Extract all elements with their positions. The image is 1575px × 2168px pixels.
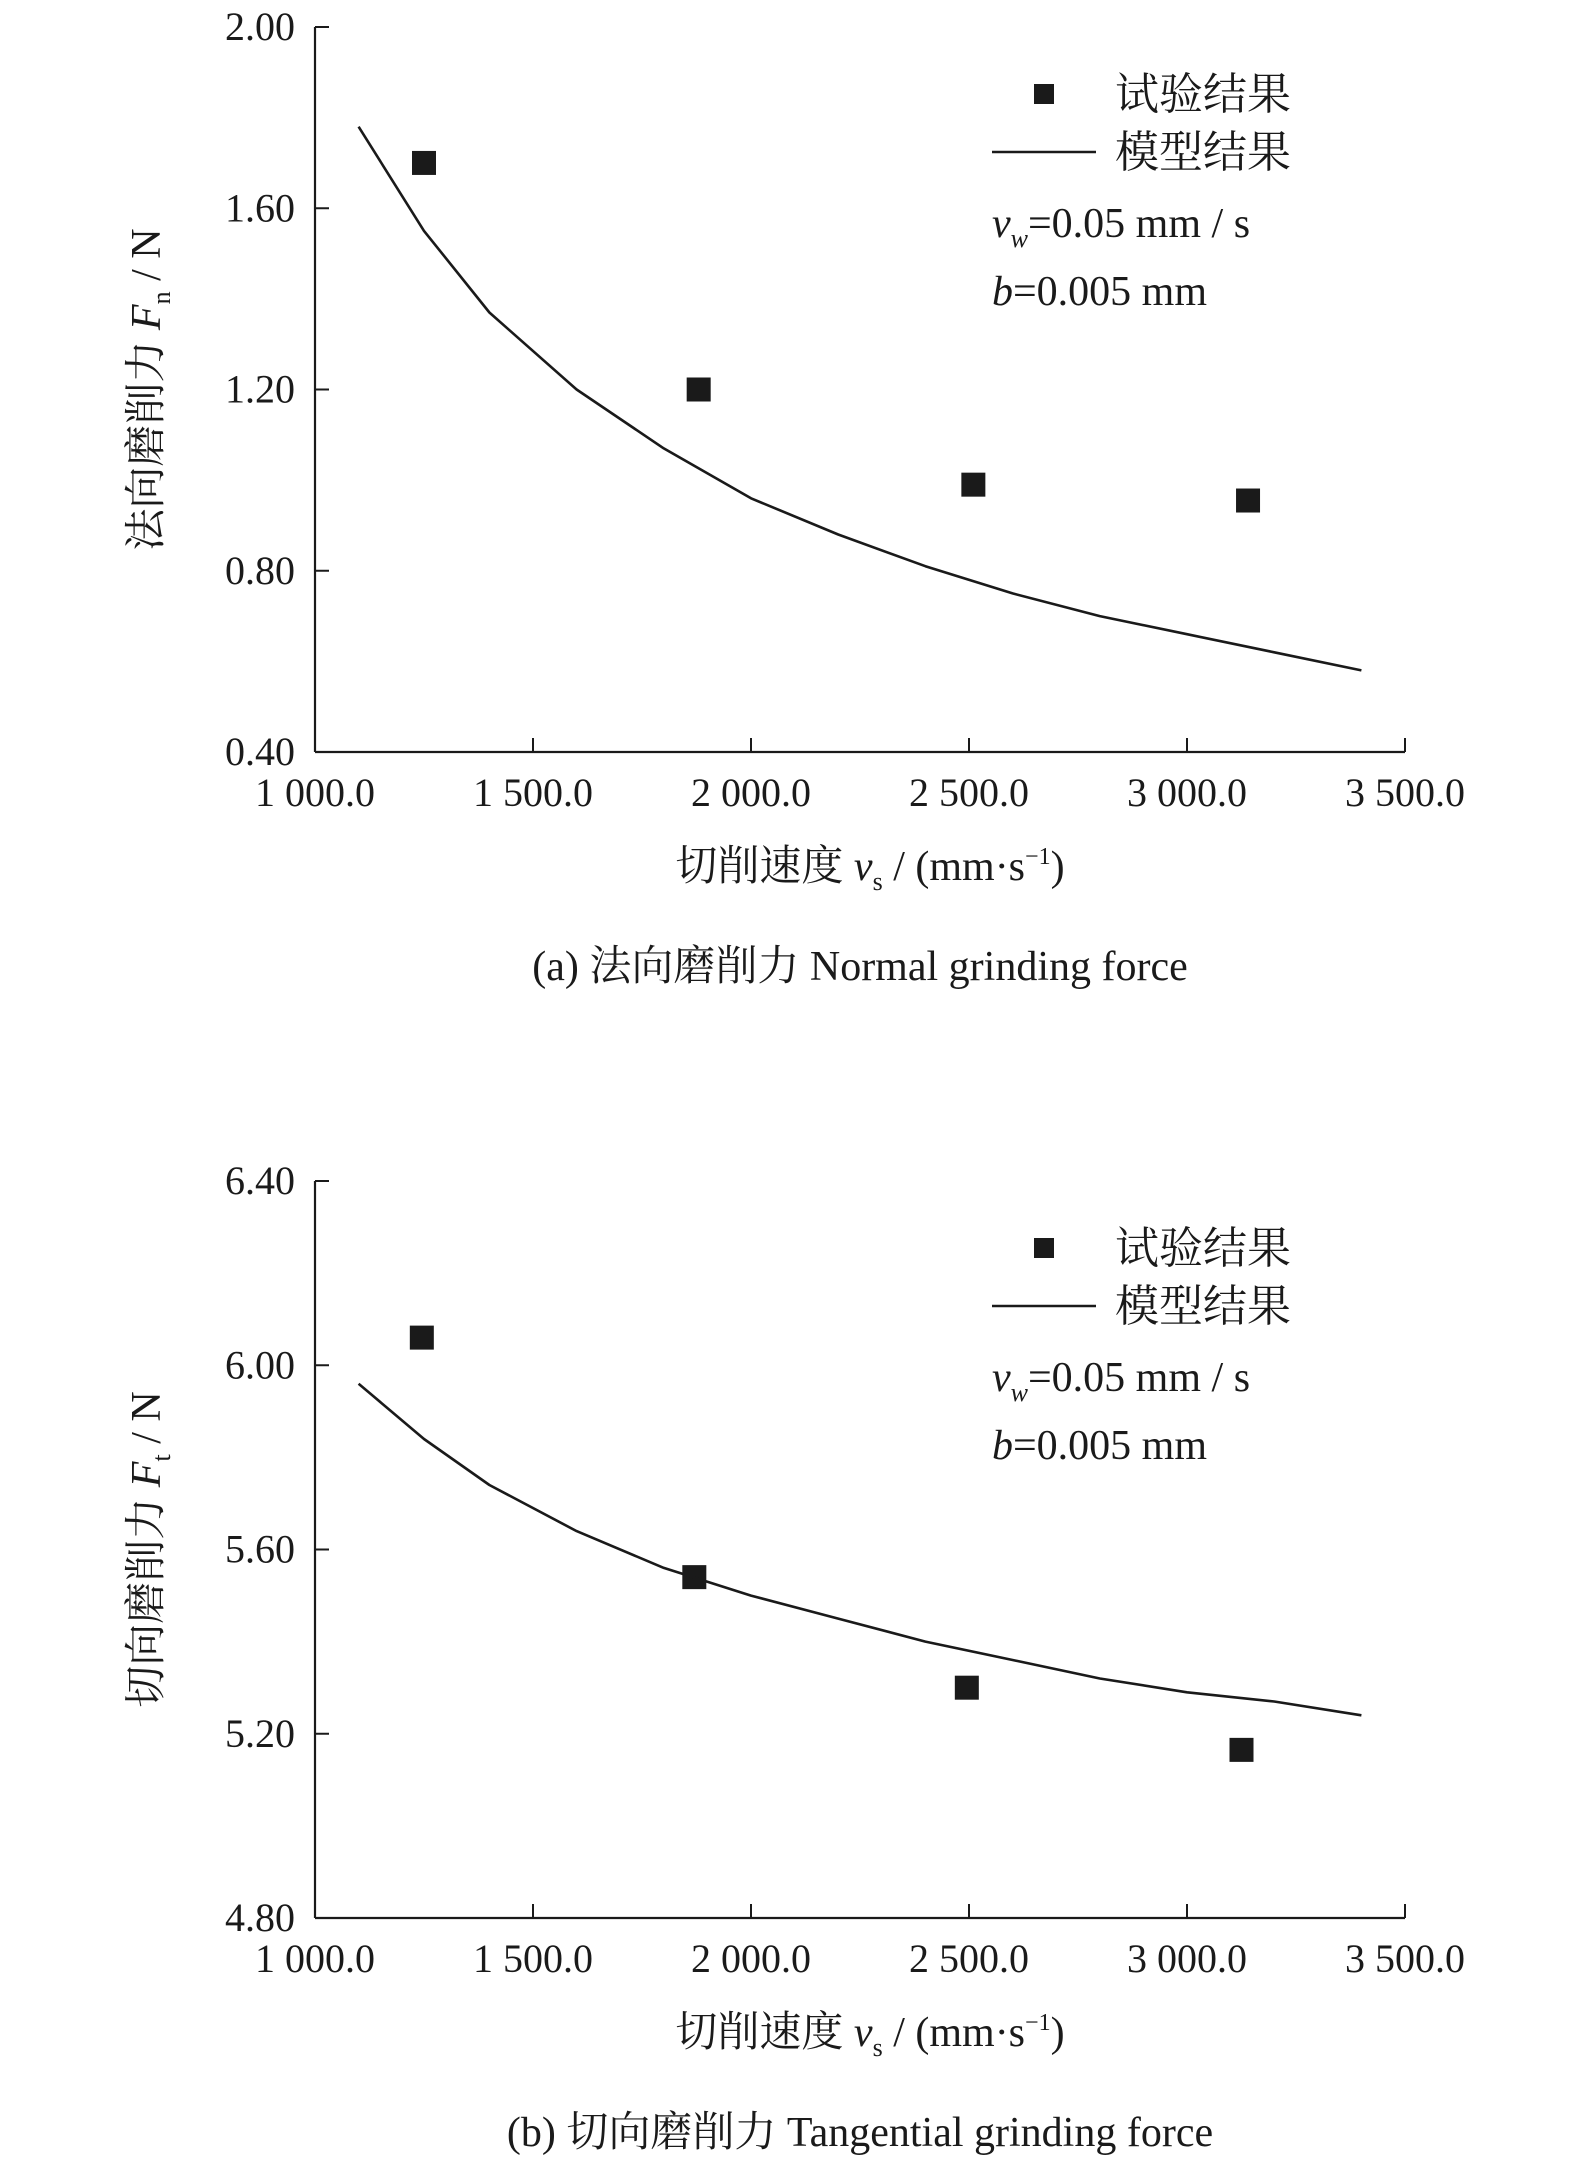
x-axis-label-text: 切削速度	[675, 844, 854, 890]
x-axis-label	[675, 2009, 1064, 2062]
x-axis-label-sub: s	[872, 2033, 883, 2062]
data-point-experiment	[1230, 1738, 1254, 1762]
x-axis-label-var: v	[853, 844, 873, 890]
y-tick-label: 1.60	[225, 185, 295, 231]
y-tick-label: 4.80	[225, 1895, 295, 1940]
y-tick-label: 6.40	[225, 1158, 295, 1203]
y-tick-label: 6.00	[225, 1342, 295, 1388]
x-tick-label: 1 000.0	[255, 770, 375, 815]
x-axis-label-text: 切削速度	[675, 2010, 854, 2056]
legend-label: 试验结果	[1115, 1224, 1291, 1273]
x-tick-label: 3 000.0	[1127, 1936, 1247, 1981]
chart-normal-force	[123, 4, 1465, 990]
legend-label: 模型结果	[1115, 1282, 1291, 1331]
annotation-parameter	[992, 1355, 1250, 1407]
y-tick-label: 1.20	[225, 366, 295, 412]
x-axis-label-sub: s	[872, 867, 883, 896]
x-axis-label-unit: / (mm·s	[882, 844, 1026, 890]
x-axis-label-end: )	[1050, 844, 1065, 890]
annotation-value: =0.005 mm	[1013, 1423, 1208, 1469]
legend-label: 模型结果	[1115, 128, 1291, 177]
annotation-value: =0.05 mm / s	[1028, 1355, 1251, 1401]
data-point-experiment	[412, 151, 436, 175]
x-tick-label: 1 500.0	[473, 770, 593, 815]
x-axis-label-unit: / (mm·s	[882, 2010, 1026, 2056]
x-tick-label: 3 500.0	[1345, 1936, 1465, 1981]
y-axis-label	[123, 228, 176, 550]
x-tick-label: 1 500.0	[473, 1936, 593, 1981]
data-point-experiment	[955, 1676, 979, 1700]
legend-swatch-square	[1034, 1238, 1054, 1258]
y-axis-label-text: 切向磨削力	[124, 1487, 170, 1708]
x-axis-label-sup: −1	[1025, 2010, 1051, 2036]
x-tick-label: 2 000.0	[691, 770, 811, 815]
x-tick-label: 2 500.0	[909, 1936, 1029, 1981]
y-axis-label	[123, 1391, 176, 1707]
figure-caption: (b) 切向磨削力 Tangential grinding force	[506, 2110, 1214, 2156]
annotation-var: v	[992, 201, 1011, 247]
annotation-parameter	[992, 1423, 1207, 1469]
x-tick-label: 3 500.0	[1345, 770, 1465, 815]
annotation-value: =0.005 mm	[1013, 269, 1208, 315]
y-tick-label: 5.60	[225, 1526, 295, 1572]
data-point-experiment	[961, 473, 985, 497]
annotation-var: b	[992, 1423, 1013, 1469]
annotation-sub: w	[1010, 1378, 1028, 1407]
x-tick-label: 2 500.0	[909, 770, 1029, 815]
x-tick-label: 3 000.0	[1127, 770, 1247, 815]
figure-caption: (a) 法向磨削力 Normal grinding force	[532, 944, 1188, 990]
annotation-sub: w	[1010, 224, 1028, 253]
y-axis-label-unit: / N	[124, 1391, 170, 1455]
annotation-parameter	[992, 201, 1250, 253]
data-point-experiment	[1236, 489, 1260, 513]
y-tick-label: 0.40	[225, 729, 295, 774]
x-tick-label: 1 000.0	[255, 1936, 375, 1981]
annotation-var: b	[992, 269, 1013, 315]
y-axis-label-sub: t	[147, 1454, 176, 1462]
y-tick-label: 0.80	[225, 547, 295, 593]
y-axis-label-text: 法向磨削力	[124, 330, 170, 551]
y-tick-label: 5.20	[225, 1710, 295, 1756]
y-axis-label-sub: n	[147, 291, 176, 305]
annotation-var: v	[992, 1355, 1011, 1401]
annotation-parameter	[992, 269, 1207, 315]
data-point-experiment	[410, 1326, 434, 1350]
legend-label: 试验结果	[1115, 70, 1291, 119]
data-point-experiment	[687, 378, 711, 402]
y-axis-label-var: F	[124, 1461, 170, 1488]
y-axis-label-unit: / N	[124, 228, 170, 292]
annotation-value: =0.05 mm / s	[1028, 201, 1251, 247]
y-tick-label: 2.00	[225, 4, 295, 49]
x-axis-label	[675, 843, 1064, 896]
x-axis-label-end: )	[1050, 2010, 1065, 2056]
series-line-model	[359, 1384, 1362, 1716]
legend-swatch-square	[1034, 84, 1054, 104]
x-tick-label: 2 000.0	[691, 1936, 811, 1981]
x-axis-label-var: v	[853, 2010, 873, 2056]
y-axis-label-var: F	[124, 304, 170, 331]
chart-tangential-force	[123, 1158, 1465, 2156]
x-axis-label-sup: −1	[1025, 844, 1051, 870]
